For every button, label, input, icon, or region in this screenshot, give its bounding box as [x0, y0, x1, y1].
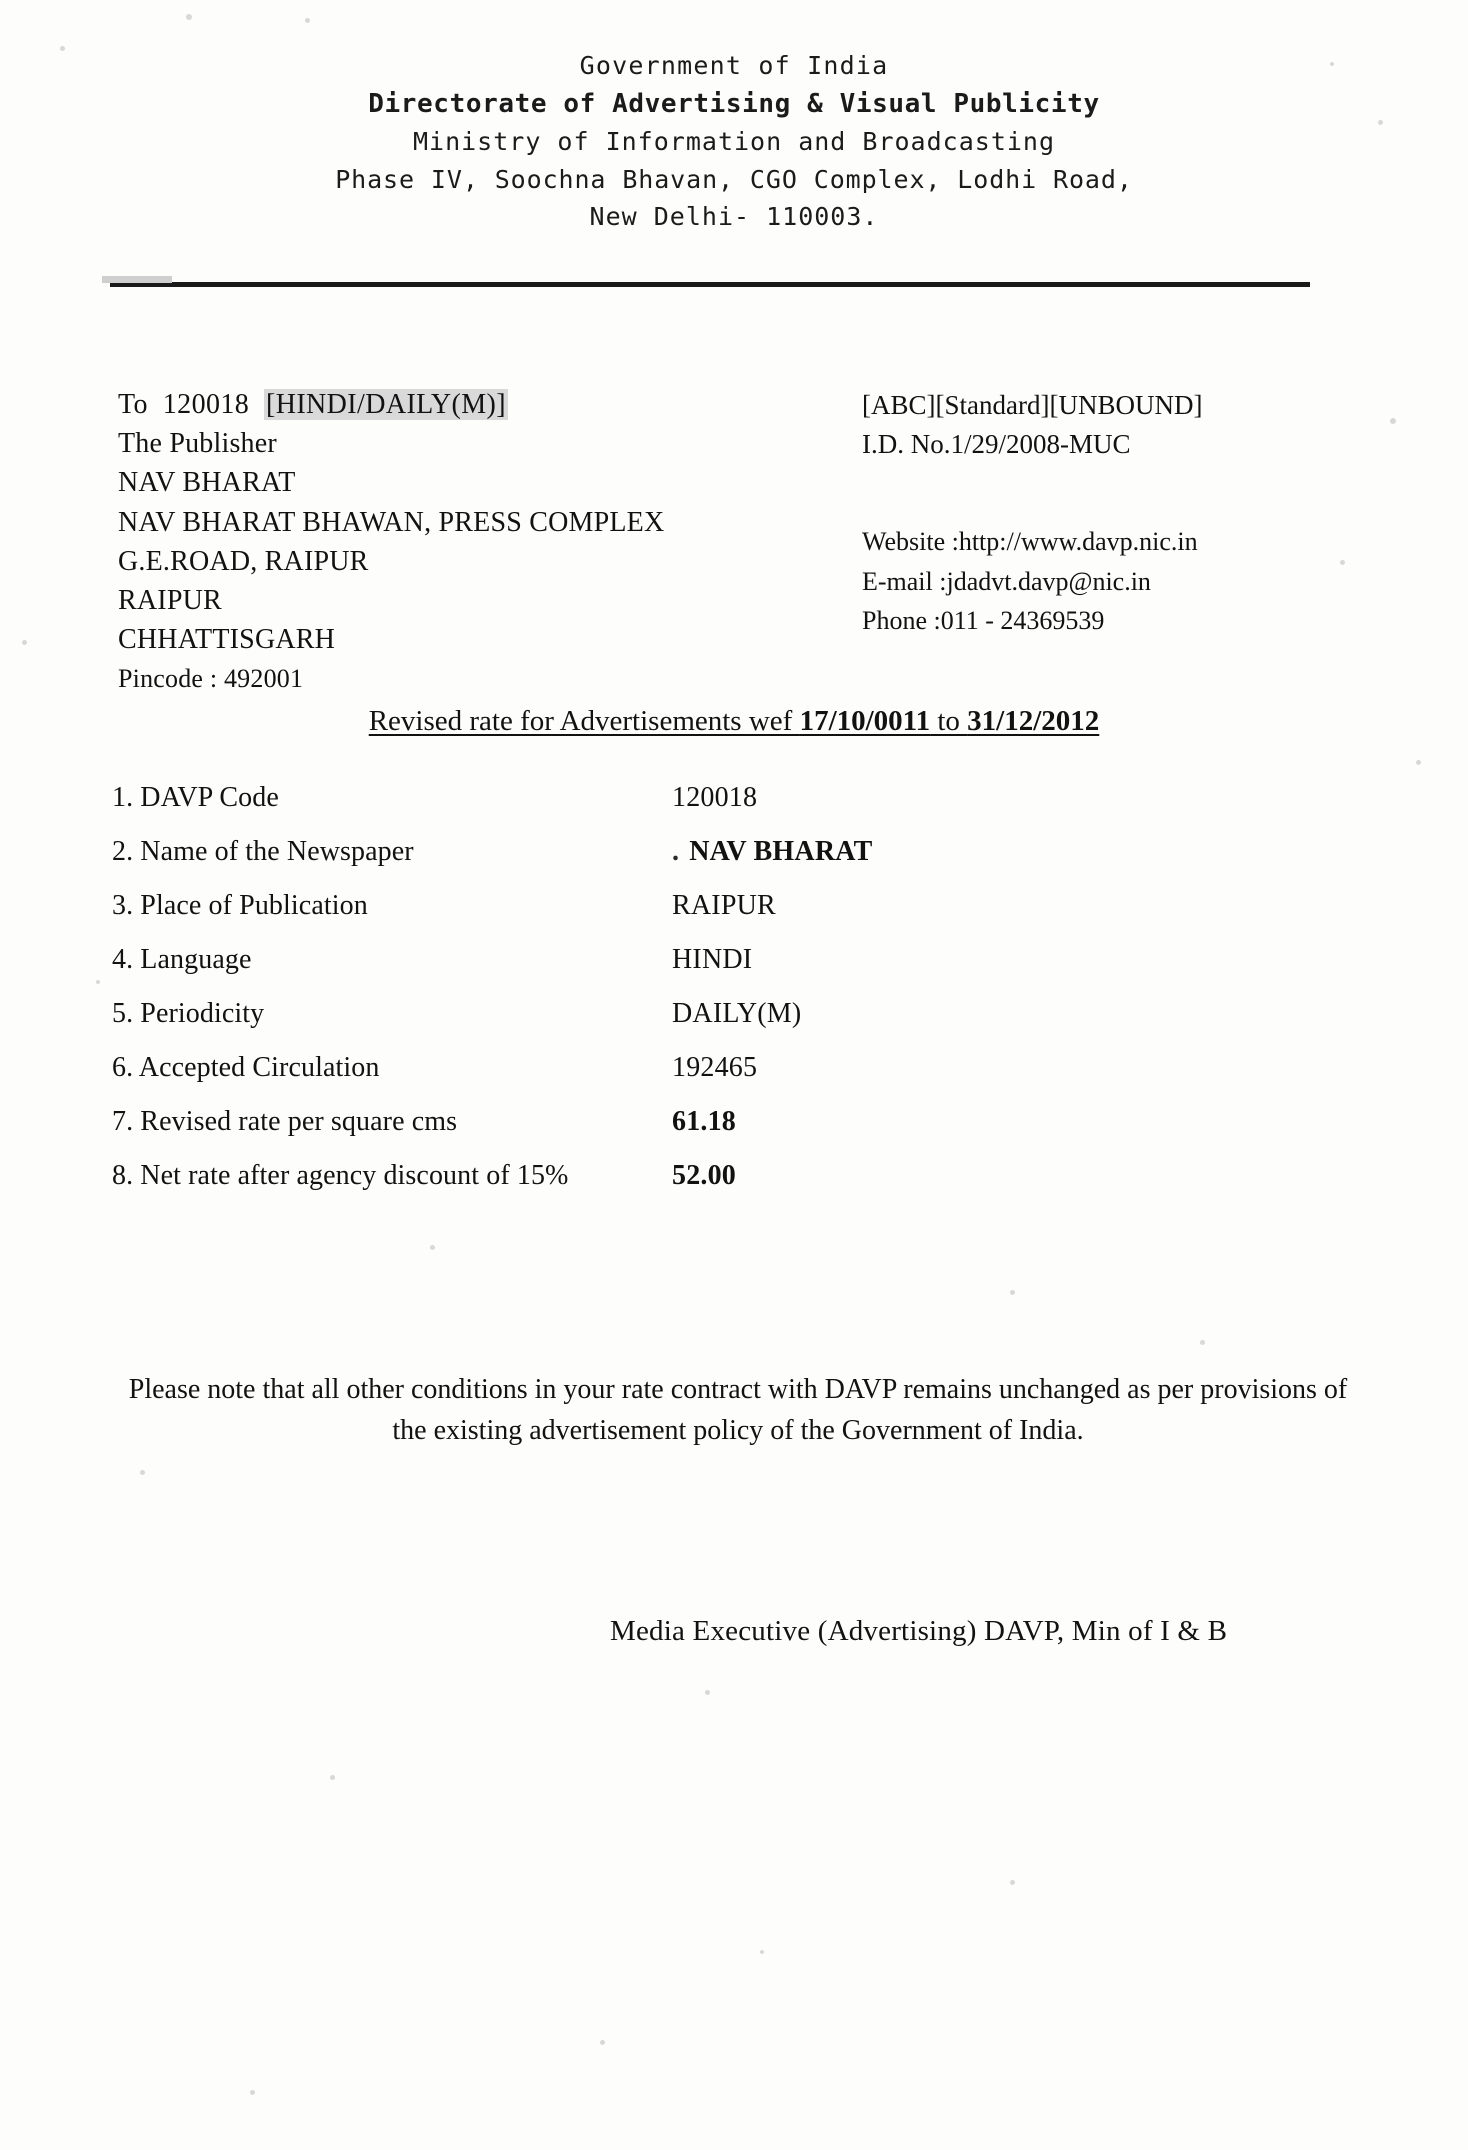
meta-id-number: I.D. No.1/29/2008-MUC: [862, 429, 1131, 460]
recipient-to-line: [118, 385, 664, 424]
to-label: To: [118, 389, 148, 420]
rate-title-middle: to: [930, 705, 968, 737]
detail-value: 52.00: [672, 1160, 736, 1191]
meta-website: Website :http://www.davp.nic.in: [862, 527, 1198, 557]
letterhead-line-government: Government of India: [579, 51, 889, 80]
detail-label: 6. Accepted Circulation: [112, 1052, 380, 1083]
scan-speck: [186, 14, 192, 20]
scan-speck: [600, 2040, 605, 2045]
detail-value: 120018: [672, 782, 758, 813]
to-publication-tag: [HINDI/DAILY(M)]: [265, 389, 506, 420]
revised-rate-title: [0, 705, 1468, 738]
detail-row: [112, 890, 1212, 944]
scan-speck: [22, 640, 27, 645]
scan-speck: [430, 1245, 435, 1250]
detail-row: [112, 1106, 1212, 1160]
detail-value: 61.18: [672, 1106, 736, 1137]
recipient-building: NAV BHARAT BHAWAN, PRESS COMPLEX: [118, 506, 665, 538]
recipient-city: RAIPUR: [118, 584, 222, 616]
detail-label: 8. Net rate after agency discount of 15%: [112, 1160, 569, 1191]
scan-speck: [1390, 418, 1396, 424]
detail-row: [112, 1052, 1212, 1106]
detail-label: 5. Periodicity: [112, 998, 265, 1029]
details-list: [112, 782, 1212, 1214]
detail-row: [112, 1160, 1212, 1214]
header-divider: [110, 282, 1310, 287]
detail-value: RAIPUR: [672, 890, 776, 921]
letterhead: [0, 48, 1468, 235]
detail-row: [112, 944, 1212, 998]
rate-title-prefix: Revised rate for Advertisements wef: [368, 705, 800, 737]
scan-speck: [330, 1775, 335, 1780]
detail-label: 1. DAVP Code: [112, 782, 279, 813]
to-davp-code: 120018: [162, 389, 250, 420]
document-meta-block: [862, 386, 1202, 641]
scan-speck: [96, 980, 100, 984]
signature-line: Media Executive (Advertising) DAVP, Min of I & B: [610, 1615, 1228, 1647]
detail-value: 192465: [672, 1052, 758, 1083]
detail-value: DAILY(M): [672, 998, 802, 1029]
rate-title-from-date: 17/10/0011: [799, 705, 931, 737]
scan-speck: [305, 18, 310, 23]
recipient-state: CHHATTISGARH: [118, 624, 336, 656]
detail-label: 7. Revised rate per square cms: [112, 1106, 458, 1137]
meta-email: E-mail :jdadvt.davp@nic.in: [862, 566, 1151, 596]
rate-title-to-date: 31/12/2012: [967, 705, 1100, 737]
scan-speck: [760, 1950, 764, 1954]
recipient-publisher: The Publisher: [118, 428, 277, 460]
meta-contact-block: [862, 522, 1202, 641]
scan-speck: [705, 1690, 710, 1695]
detail-value: HINDI: [672, 944, 753, 975]
scan-speck: [1416, 760, 1421, 765]
scan-speck: [1200, 1340, 1205, 1345]
scan-speck: [1340, 560, 1345, 565]
detail-row: [112, 782, 1212, 836]
meta-phone: Phone :011 - 24369539: [862, 606, 1105, 636]
recipient-pincode: Pincode : 492001: [118, 664, 304, 694]
detail-label: 3. Place of Publication: [112, 890, 368, 921]
recipient-street: G.E.ROAD, RAIPUR: [118, 545, 369, 577]
letterhead-line-city: New Delhi- 110003.: [589, 202, 879, 232]
scan-speck: [250, 2090, 255, 2095]
scan-speck: [140, 1470, 145, 1475]
letterhead-line-ministry: Ministry of Information and Broadcasting: [412, 127, 1056, 157]
detail-row: [112, 836, 1212, 890]
detail-label: 4. Language: [112, 944, 252, 975]
detail-row: [112, 998, 1212, 1052]
meta-tags: [ABC][Standard][UNBOUND]: [862, 390, 1203, 420]
recipient-address-block: [118, 385, 664, 698]
detail-label: 2. Name of the Newspaper: [112, 836, 414, 867]
letterhead-line-address: Phase IV, Soochna Bhavan, CGO Complex, Lodhi Road,: [335, 164, 1133, 194]
conditions-note: Please note that all other conditions in your rate contract with DAVP remains unchanged as per provisions of the existing advertisement policy of the Government of India.: [128, 1374, 1348, 1446]
letterhead-line-directorate: Directorate of Advertising & Visual Publicity: [368, 88, 1100, 119]
scan-speck: [1010, 1880, 1015, 1885]
scan-speck: [1010, 1290, 1015, 1295]
recipient-name: NAV BHARAT: [118, 467, 296, 499]
detail-value: . NAV BHARAT: [672, 836, 872, 868]
